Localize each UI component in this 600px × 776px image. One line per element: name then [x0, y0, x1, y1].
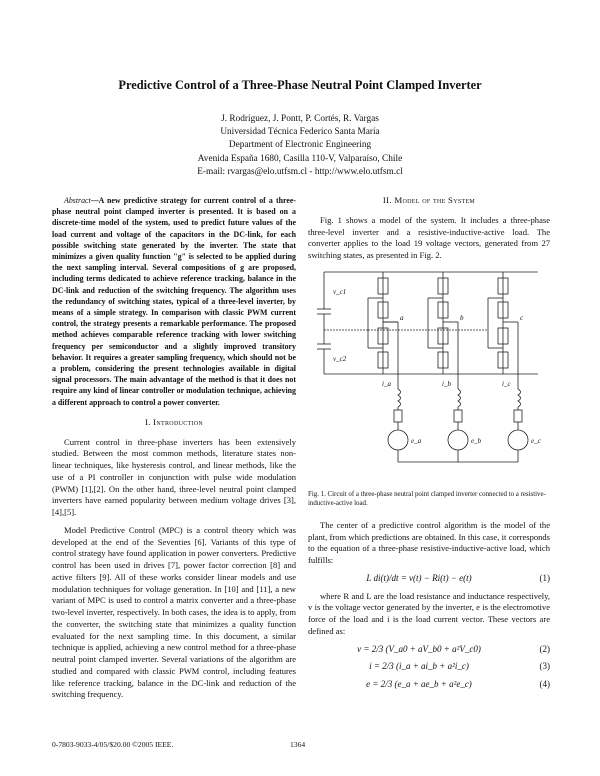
- equation-3-number: (3): [539, 661, 550, 672]
- abstract-text: A new predictive strategy for current control of a three-phase neutral point clamped inverter is presented. It is based on a discrete-time model of the system, used to predict future values of the load current and voltage of the capacitors in the DC-link, for each possible switching state generated by the inverter. The state that minimizes a given quality function "g" is selected to be applied during the next sampling interval. Several compositions of g are proposed, including terms dedicated to achieve reference tracking, balance in the DC-link and reduction of the switching frequency. The algorithm uses the redundancy of switching states, typical of a three-level inverter, by means of a simple strategy. In comparison with classic PWM current control, the strategy presents a remarkable performance. The proposed method achieves comparable reference tracking with lower switching frequency per semiconductor and a slightly improved transitory behavior. It requires a greater sampling frequency, which should not be a problem, considering the present technologies available in digital signal processors. The main advantage of the method is that it does not require any kind of linear controller or modulation technique, achieving a different approach to control a power converter.: [52, 196, 296, 407]
- author-names: J. Rodríguez, J. Pontt, P. Cortés, R. Vargas: [221, 114, 379, 124]
- label-ec: e_c: [531, 436, 541, 445]
- author-department: Department of Electronic Engineering: [228, 140, 372, 151]
- equation-4-number: (4): [539, 679, 550, 689]
- page-number: 1364: [290, 740, 306, 749]
- equation-3-expr: i = 2/3 (i_a + ai_b + a²i_c): [369, 661, 469, 672]
- intro-paragraph-1: Current control in three-phase inverters has been extensively studied. Between the most common methods, literature states non-linear techniques, like hysteresis control, and linear methods, like the use of a PI controller in conjunction with pulse wide modulation (PWM) [1],[2]. On the other hand, three-level neutral point clamped inverters have earned popularity between medium voltage drives [3],[4],[5].: [52, 436, 296, 518]
- figure-1-caption: Fig. 1. Circuit of a three-phase neutral point clamped inverter connected to a resistive-inductive-active load.: [308, 490, 546, 507]
- label-ea: e_a: [411, 436, 422, 445]
- author-block: [0, 113, 600, 179]
- model-paragraph-3: where R and L are the load resistance and inductance respectively, v is the voltage vector generated by the inverter, e is the electromotive force of the load and i is the load current vector. These vectors are defined as:: [308, 590, 550, 636]
- model-paragraph-2: The center of a predictive control algorithm is the model of the plant, from which predictions are obtained. In this case, it corresponds to the equation of a three-phase resistive-inductive-active load, which fulfills:: [308, 519, 550, 565]
- abstract-lead: Abstract: [64, 196, 91, 205]
- label-vc1: v_c1: [333, 287, 347, 296]
- paper-title: Predictive Control of a Three-Phase Neutral Point Clamped Inverter: [118, 78, 482, 92]
- label-ia: i_a: [382, 379, 391, 388]
- author-address: Avenida España 1680, Casilla 110-V, Valparaíso, Chile: [197, 153, 403, 164]
- abstract-dash: —: [90, 196, 99, 205]
- intro-paragraph-2: Model Predictive Control (MPC) is a control theory which was developed at the end of the Seventies [6]. Variants of this type of control strategy have found application in power converters. Predictive control has been used in drives [7], power factor correction [8] and active filters [9]. All of these works consider linear models and use modulation techniques for voltage generation. In [10] and [11], a new variant of MPC is used to control a matrix converter and a three-phase two-level inverter, respectively. In both cases, the idea is to apply, from the converter, the switching state that minimizes a quality function evaluated for the next sampling time. In this document, a similar technique is applied, achieving a new control method for a three-phase neutral point clamped inverter. Several variations of the algorithm are studied and compared with classic PWM control, including features like reference tracking, balance in the DC-link and reduction of the switching frequency.: [52, 524, 296, 700]
- label-eb: e_b: [471, 436, 482, 445]
- label-a: a: [400, 313, 404, 322]
- label-ib: i_b: [442, 379, 451, 388]
- label-ic: i_c: [502, 379, 511, 388]
- equation-2: [308, 644, 550, 656]
- abstract: [52, 195, 296, 408]
- label-c: c: [520, 313, 524, 322]
- section-heading-introduction: I. Introduction: [144, 416, 204, 427]
- label-b: b: [460, 313, 464, 322]
- equation-1: [308, 573, 550, 585]
- equation-2-number: (2): [539, 643, 550, 654]
- equation-3: [308, 661, 550, 673]
- load-branches: [383, 322, 528, 462]
- author-affiliation: Universidad Técnica Federico Santa María: [220, 127, 380, 138]
- author-email: E-mail: rvargas@elo.utfsm.cl - http://www.elo.utfsm.cl: [197, 166, 403, 177]
- section-heading-model: II. Model of the System: [382, 195, 476, 205]
- label-vc2: v_c2: [333, 354, 347, 363]
- inverter-circuit-diagram: [308, 264, 550, 484]
- model-paragraph-1: Fig. 1 shows a model of the system. It includes a three-phase three-level inverter and a resistive-inductive-active load. The converter applies to the load 19 voltage vectors, generated from 27 switching states, as presented in Fig. 2.: [308, 214, 550, 260]
- left-column: [52, 195, 296, 701]
- equation-1-number: (1): [539, 572, 550, 583]
- footer-copyright: 0-7803-9033-4/05/$20.00 ©2005 IEEE.: [52, 740, 174, 749]
- equation-4-expr: e = 2/3 (e_a + ae_b + a²e_c): [366, 679, 472, 689]
- inverter-legs: [368, 272, 508, 374]
- equation-1-expr: L di(t)/dt = v(t) − Ri(t) − e(t): [366, 572, 472, 583]
- right-column: [308, 195, 550, 697]
- equation-2-expr: v = 2/3 (V_a0 + aV_b0 + a²V_c0): [357, 643, 481, 654]
- equation-4: [308, 679, 550, 691]
- figure-1: [308, 264, 550, 484]
